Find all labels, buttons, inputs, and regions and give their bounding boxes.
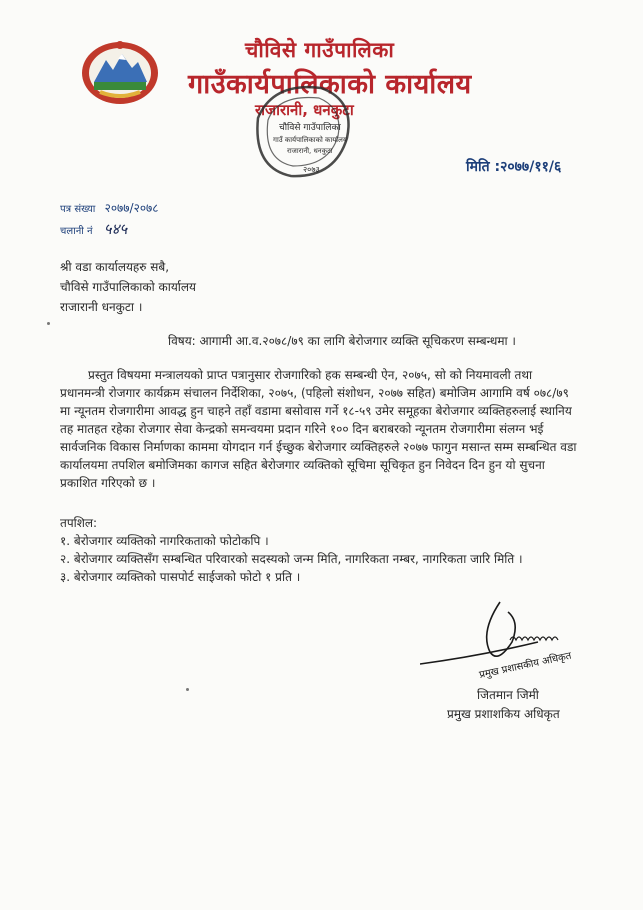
stamp-line1: चौविसे गाउँपालिका — [279, 123, 341, 133]
reference-number — [60, 199, 159, 216]
dispatch-value: ५४५ — [103, 220, 128, 238]
letter-subject: विषय: आगामी आ.व.२०७८/७९ का लागि बेरोजगार व्यक्ति सूचिकरण सम्बन्धमा । — [168, 334, 516, 348]
letter-body: प्रस्तुत विषयमा मन्त्रालयको प्राप्त पत्रानुसार रोजगारिको हक सम्बन्धी ऐन, २०७५, सो को नियमावली तथा प्रधानमन्त्री रोजगार कार्यक्रम संचालन निर्देशिका, २०७५, (पहिलो संशोधन, २०७७ सहित) बमोजिम आगामि वर्ष ०७८/७९ मा न्यूनतम रोजगारीमा आवद्ध हुन चाहने तहाँ वडामा बसोवास गर्ने १८-५९ उमेर समूहका बेरोजगार व्यक्तिहरुलाई स्थानिय तह मातहत रहेका रोजगार सेवा केन्द्रको समन्वयमा प्रदान गरिने १०० दिन बराबरको न्यूनतम रोजगारीमा संलग्न भई सार्वजनिक विकास निर्माणका काममा योगदान गर्न ईच्छुक बेरोजगार व्यक्तिहरुले २०७७ फागुन मसान्त सम्म सम्बन्धित वडा कार्यालयमा तपशिल बमोजिमका कागज सहित बेरोजगार व्यक्तिको सूचिमा सूचिकृत हुन निवेदन दिन हुन यो सुचना प्रकाशित गरिएको छ । — [60, 368, 577, 490]
stamp-line3: राजारानी, धनकुटा — [287, 147, 333, 155]
letter-date — [466, 157, 561, 176]
tapsil-heading: तपशिल: — [60, 516, 98, 530]
tapsil-item: २. बेरोजगार व्यक्तिसँग सम्बन्धित परिवारको सदस्यको जन्म मिति, नागरिकता नम्बर, नागरिकता जारि मिति । — [60, 552, 523, 566]
recipient-address — [60, 257, 196, 317]
date-label: मिति — [466, 159, 490, 175]
signatory-title: प्रमुख प्रशाशकिय अधिकृत — [447, 707, 560, 721]
signature — [420, 592, 590, 692]
speck — [47, 322, 50, 325]
dispatch-number — [60, 219, 127, 239]
stamp-year: २०७३ — [303, 165, 320, 174]
office-stamp — [243, 78, 361, 186]
reference-label: पत्र संख्या — [60, 204, 96, 215]
stamp-line2: गाउँ कार्यपालिकाको कार्यालय — [273, 136, 347, 144]
recipient-line1: श्री वडा कार्यालयहरु सबै, — [60, 260, 170, 274]
signatory-name: जितमान जिमी — [477, 688, 539, 702]
reference-value: २०७७/२०७८ — [104, 201, 159, 215]
tapsil-list — [60, 532, 523, 586]
tapsil-item: १. बेरोजगार व्यक्तिको नागरिकताको फोटोकपि । — [60, 534, 269, 548]
designation-stamp-text: प्रमुख प्रशासकीय अधिकृत — [478, 650, 573, 681]
office-name-line1: चौविसे गाउँपालिका — [245, 38, 395, 62]
recipient-line2: चौविसे गाउँपालिकाको कार्यालय — [60, 280, 196, 294]
government-emblem-icon — [80, 40, 160, 106]
tapsil-item: ३. बेरोजगार व्यक्तिको पासपोर्ट साईजको फोटो १ प्रति । — [60, 570, 301, 584]
date-value: :२०७७/११/६ — [494, 159, 562, 175]
office-name-line2: गाउँकार्यपालिकाको कार्यालय — [188, 69, 472, 100]
dispatch-label: चलानी नं — [60, 226, 93, 237]
speck — [186, 688, 189, 691]
office-address: राजारानी, धनकुटा — [255, 101, 354, 119]
recipient-line3: राजारानी धनकुटा । — [60, 300, 143, 314]
